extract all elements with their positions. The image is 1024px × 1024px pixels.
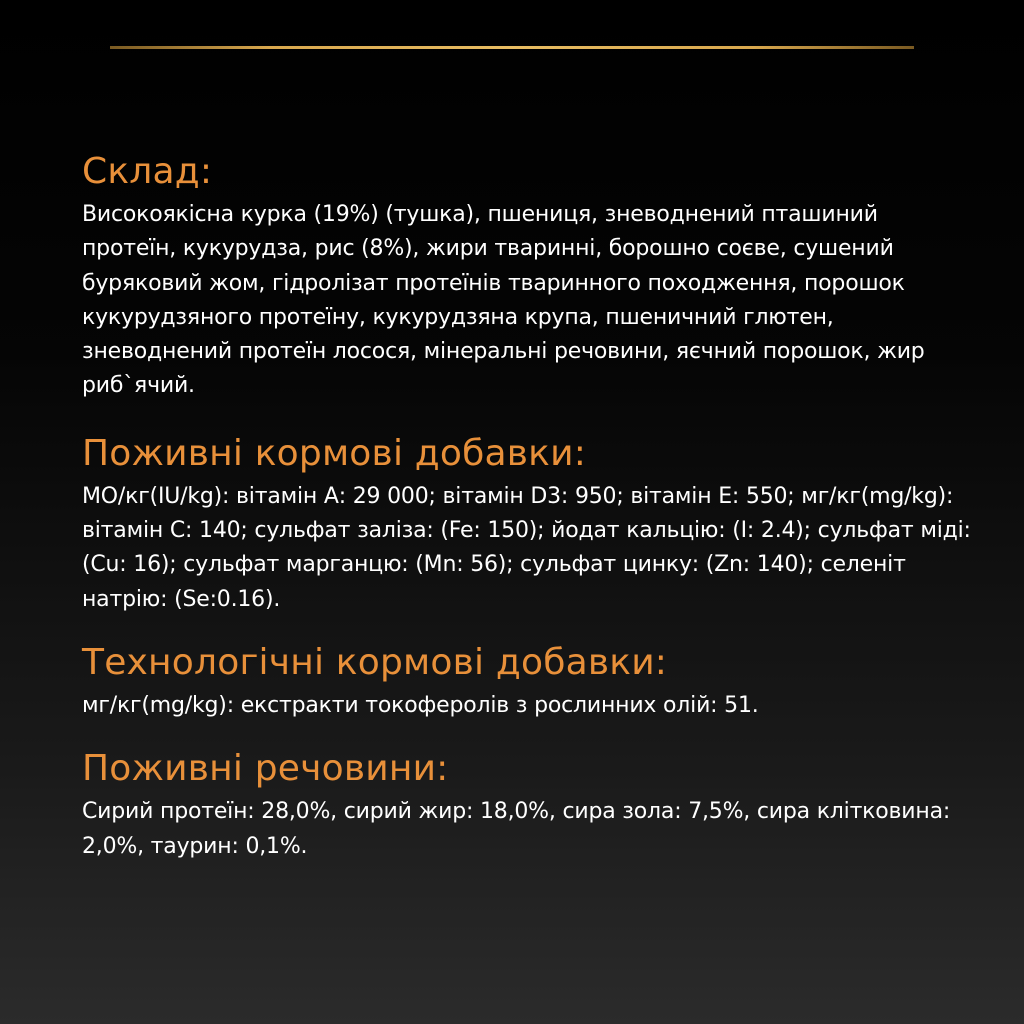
nutritional-additives-text: МО/кг(IU/kg): вітамін А: 29 000; вітамін D3: 950; вітамін Е: 550; мг/кг(mg/kg): вітамін С: 140; сульфат заліза: (Fe: 150); йодат кальцію: (I: 2.4); сульфат міді: (Cu: 16); сульфат марганцю: (Mn: 56); сульфат цинку: (Zn: 140); селеніт натрію: (Se:0.16). — [82, 483, 971, 612]
composition-section — [82, 146, 972, 404]
label-content — [82, 146, 972, 864]
composition-text: Високоякісна курка (19%) (тушка), пшениця, зневоднений пташиний протеїн, кукурудза, рис (8%), жири тваринні, борошно соєве, сушений буряковий жом, гідролізат протеїнів тваринного походження, порошок кукурудзяного протеїну, кукурудзяна крупа, пшеничний глютен, зневоднений протеїн лосося, мінеральні речовини, яєчний порошок, жир риб`ячий. — [82, 202, 925, 399]
analytical-constituents-text: Сирий протеїн: 28,0%, сирий жир: 18,0%, сира зола: 7,5%, сира клітковина: 2,0%, таурин: 0,1%. — [82, 799, 951, 859]
nutritional-additives-section — [82, 428, 972, 617]
nutritional-additives-heading: Поживні кормові добавки: — [82, 432, 587, 474]
technological-additives-heading: Технологічні кормові добавки: — [82, 641, 668, 683]
technological-additives-text: мг/кг(mg/kg): екстракти токоферолів з рослинних олій: 51. — [82, 692, 759, 718]
analytical-constituents-section — [82, 743, 972, 864]
top-divider-line — [110, 46, 914, 49]
technological-additives-section — [82, 637, 972, 723]
analytical-constituents-heading: Поживні речовини: — [82, 748, 449, 790]
composition-heading: Склад: — [82, 151, 213, 192]
